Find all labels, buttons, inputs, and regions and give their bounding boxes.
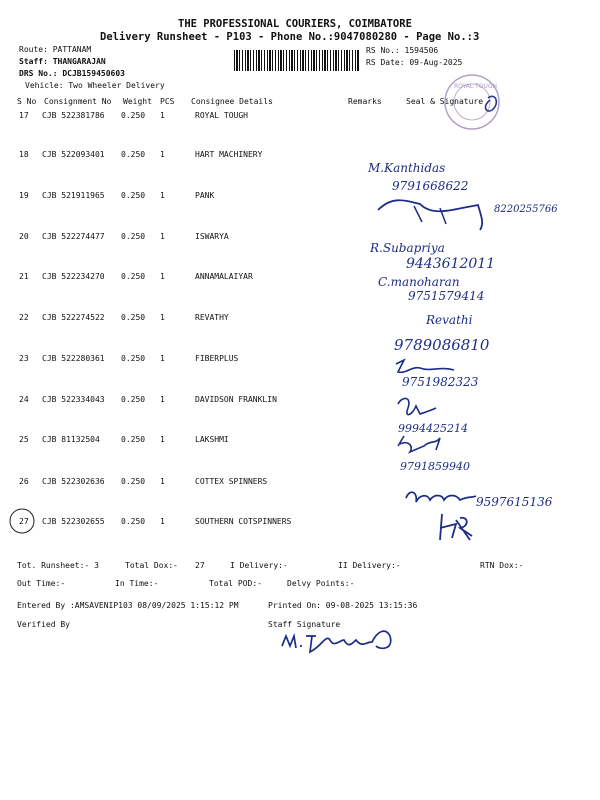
row-weight: 0.250 xyxy=(121,435,146,444)
company-stamp xyxy=(445,75,499,129)
row-pcs: 1 xyxy=(160,477,165,486)
printed-on: Printed On: 09-08-2025 13:15:36 xyxy=(268,601,418,610)
entered-by: Entered By :AMSAVENIP103 08/09/2025 1:15:12 PM xyxy=(17,601,239,610)
row-pcs: 1 xyxy=(160,232,165,241)
ii-delivery-label: II Delivery:- xyxy=(338,561,401,570)
row-weight: 0.250 xyxy=(121,272,146,281)
row-consignment: CJB 522280361 xyxy=(42,354,105,363)
tot-runsheet: Tot. Runsheet:- 3 xyxy=(17,561,99,570)
row-consignment: CJB 522302636 xyxy=(42,477,105,486)
row-pcs: 1 xyxy=(160,313,165,322)
row-consignee: FIBERPLUS xyxy=(195,354,239,363)
row-pcs: 1 xyxy=(160,517,165,526)
col-pcs: PCS xyxy=(160,97,175,106)
hw-r22-phone: 9789086810 xyxy=(394,336,490,354)
row-consignment: CJB 522381786 xyxy=(42,111,105,120)
col-sno: S No xyxy=(17,97,37,106)
runsheet-title: Delivery Runsheet - P103 - Phone No.:9047080280 - Page No.:3 xyxy=(100,31,480,43)
row-consignee: PANK xyxy=(195,191,215,200)
row-weight: 0.250 xyxy=(121,150,146,159)
col-consignee: Consignee Details xyxy=(191,97,273,106)
row-consignee: ISWARYA xyxy=(195,232,229,241)
row-consignment: CJB 521911965 xyxy=(42,191,105,200)
staff-signature-scribble xyxy=(282,631,391,652)
row-consignment: CJB 522093401 xyxy=(42,150,105,159)
row-consignment: CJB 522334043 xyxy=(42,395,105,404)
row-consignee: HART MACHINERY xyxy=(195,150,263,159)
row-pcs: 1 xyxy=(160,272,165,281)
total-dox-value: 27 xyxy=(195,561,205,570)
rs-date: RS Date: 09-Aug-2025 xyxy=(366,58,463,67)
i-delivery-label: I Delivery:- xyxy=(230,561,288,570)
row-sno: 21 xyxy=(19,272,29,281)
company-name: THE PROFESSIONAL COURIERS, COIMBATORE xyxy=(178,18,412,30)
row-consignment: CJB 522302655 xyxy=(42,517,105,526)
row-pcs: 1 xyxy=(160,395,165,404)
row-pcs: 1 xyxy=(160,354,165,363)
col-weight: Weight xyxy=(123,97,152,106)
row-sno: 24 xyxy=(19,395,29,404)
row-consignee: REVATHY xyxy=(195,313,229,322)
route-label: Route: PATTANAM xyxy=(19,45,92,54)
row-sno: 22 xyxy=(19,313,29,322)
row-pcs: 1 xyxy=(160,191,165,200)
delvy-points-label: Delvy Points:- xyxy=(287,579,355,588)
row-consignee: SOUTHERN COTSPINNERS xyxy=(195,517,292,526)
row-consignee: ANNAMALAIYAR xyxy=(195,272,253,281)
row-sno: 25 xyxy=(19,435,29,444)
row-consignment: CJB 81132504 xyxy=(42,435,100,444)
staff-label: Staff: THANGARAJAN xyxy=(19,57,106,66)
in-time-label: In Time:- xyxy=(115,579,159,588)
col-consignment: Consignment No xyxy=(44,97,112,106)
row-weight: 0.250 xyxy=(121,517,146,526)
hw-r21-phone: 9751579414 xyxy=(408,289,485,303)
row-consignee: DAVIDSON FRANKLIN xyxy=(195,395,277,404)
hw-r18-name: M.Kanthidas xyxy=(368,161,446,175)
hw-r22-name: Revathi xyxy=(426,313,473,327)
verified-by: Verified By xyxy=(17,620,70,629)
row-sno: 27 xyxy=(19,517,29,526)
staff-signature-label: Staff Signature xyxy=(268,620,341,629)
row-sno: 19 xyxy=(19,191,29,200)
row-consignment: CJB 522274477 xyxy=(42,232,105,241)
hw-r20-name: R.Subapriya xyxy=(370,241,445,255)
hw-r21-name: C.manoharan xyxy=(378,275,460,289)
total-pod-label: Total POD:- xyxy=(209,579,262,588)
row-consignment: CJB 522234270 xyxy=(42,272,105,281)
col-seal-signature: Seal & Signature xyxy=(406,97,484,106)
col-remarks: Remarks xyxy=(348,97,382,106)
hw-r23-phone: 9751982323 xyxy=(402,375,479,389)
hw-r26-phone: 9597615136 xyxy=(476,495,553,509)
row-weight: 0.250 xyxy=(121,313,146,322)
hw-r27-note: H/R xyxy=(446,551,458,558)
row-sno: 20 xyxy=(19,232,29,241)
row-pcs: 1 xyxy=(160,111,165,120)
row-consignment: CJB 522274522 xyxy=(42,313,105,322)
row-consignee: COTTEX SPINNERS xyxy=(195,477,268,486)
hw-r20-phone: 9443612011 xyxy=(406,256,496,272)
hw-r25-phone: 9791859940 xyxy=(400,460,470,473)
row-27-circle xyxy=(10,509,34,533)
row-consignee: LAKSHMI xyxy=(195,435,229,444)
row-weight: 0.250 xyxy=(121,477,146,486)
row-sno: 17 xyxy=(19,111,29,120)
stamp-text: ROYAL TOUGH xyxy=(454,83,498,90)
row-sno: 23 xyxy=(19,354,29,363)
row-sno: 18 xyxy=(19,150,29,159)
row-weight: 0.250 xyxy=(121,395,146,404)
row-weight: 0.250 xyxy=(121,111,146,120)
total-dox-label: Total Dox:- xyxy=(125,561,178,570)
row-pcs: 1 xyxy=(160,435,165,444)
out-time-label: Out Time:- xyxy=(17,579,66,588)
row-weight: 0.250 xyxy=(121,232,146,241)
row-weight: 0.250 xyxy=(121,354,146,363)
row-pcs: 1 xyxy=(160,150,165,159)
hw-r18-phone: 9791668622 xyxy=(392,179,469,193)
row-weight: 0.250 xyxy=(121,191,146,200)
row-sno: 26 xyxy=(19,477,29,486)
rs-number: RS No.: 1594506 xyxy=(366,46,439,55)
rtn-dox-label: RTN Dox:- xyxy=(480,561,524,570)
row-consignee: ROYAL TOUGH xyxy=(195,111,248,120)
vehicle-label: Vehicle: Two Wheeler Delivery xyxy=(25,81,165,90)
hw-r24-phone: 9994425214 xyxy=(398,422,468,435)
hw-r19-phone: 8220255766 xyxy=(494,204,558,215)
drs-number: DRS No.: DCJB159450603 xyxy=(19,69,125,78)
